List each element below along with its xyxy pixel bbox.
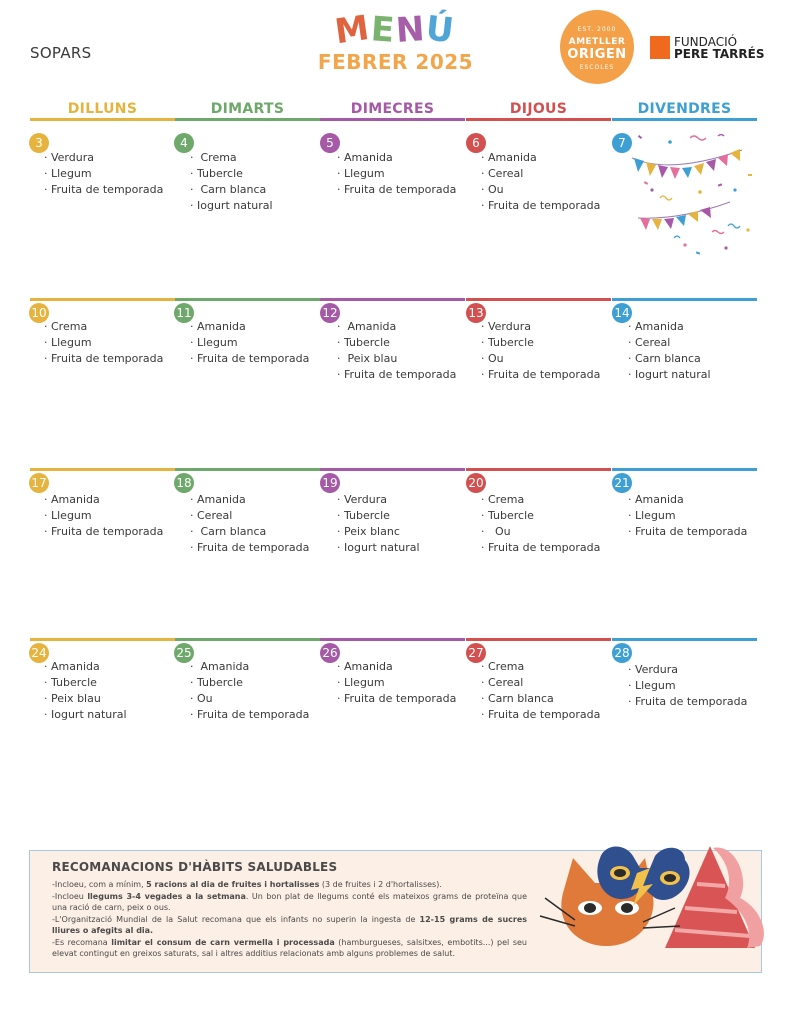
logo-est: EST. 2000: [577, 26, 617, 33]
day-menu: [190, 319, 309, 367]
menu-item: · Llegum: [44, 509, 92, 522]
day-header-divendres: DIVENDRES: [637, 101, 732, 117]
menu-item: · Fruita de temporada: [628, 695, 748, 708]
recommendations-text: [52, 879, 527, 960]
month-label: FEBRER 2025: [317, 50, 474, 74]
menu-item: · Fruita de temporada: [44, 352, 164, 365]
menu-item: · Amanida: [628, 320, 684, 333]
date-badge: 19: [320, 473, 340, 493]
menu-item: · Amanida: [337, 660, 393, 673]
divider: [175, 468, 320, 471]
ametller-origen-logo: [560, 10, 634, 84]
menu-item: · Amanida: [44, 660, 100, 673]
date-badge: 5: [320, 133, 340, 153]
date-badge: 6: [466, 133, 486, 153]
divider: [175, 298, 320, 301]
menu-item: · Amanida: [190, 320, 246, 333]
day-header-dilluns: DILLUNS: [67, 101, 138, 117]
menu-item: · Fruita de temporada: [44, 183, 164, 196]
day-header-dijous: DIJOUS: [509, 101, 568, 117]
divider: [612, 118, 757, 121]
date-badge: 10: [29, 303, 49, 323]
menu-item: · Crema: [481, 660, 525, 673]
menu-item: · Llegum: [44, 336, 92, 349]
menu-item: · Cereal: [190, 509, 233, 522]
menu-item: · Fruita de temporada: [337, 692, 457, 705]
menu-item: · Carn blanca: [190, 525, 267, 538]
menu-item: · Cereal: [481, 167, 524, 180]
divider: [30, 298, 175, 301]
divider: [320, 298, 465, 301]
day-menu: [481, 659, 600, 723]
menu-item: · Llegum: [628, 679, 676, 692]
menu-item: · Llegum: [628, 509, 676, 522]
date-badge: 24: [29, 643, 49, 663]
divider: [175, 638, 320, 641]
menu-item: · Iogurt natural: [337, 541, 420, 554]
menu-item: · Amanida: [481, 151, 537, 164]
day-header-dimecres: DIMECRES: [350, 101, 435, 117]
menu-item: · Fruita de temporada: [190, 352, 310, 365]
logo-line1: FUNDACIÓ: [674, 35, 738, 49]
menu-item: · Fruita de temporada: [628, 525, 748, 538]
carnival-masks-illustration: [525, 838, 765, 968]
recommendation-3: -L'Organització Mundial de la Salut recomana que els infants no superin la ingesta de 12-15 grams de sucres lliures o afegits al dia.: [52, 914, 528, 935]
recommendation-4: -Es recomana limitar el consum de carn vermella i processada (hamburgueses, salsitxes, embotits...) pel seu elevat contingut en greixos saturats, sal i altres additius relacionats amb alguns problemes de salut.: [52, 937, 527, 958]
menu-item: · Amanida: [628, 493, 684, 506]
date-badge: 4: [174, 133, 194, 153]
date-badge: 18: [174, 473, 194, 493]
menu-item: · Verdura: [44, 151, 94, 164]
menu-item: · Crema: [481, 493, 525, 506]
menu-item: · Verdura: [337, 493, 387, 506]
menu-item: · Carn blanca: [190, 183, 267, 196]
date-badge: 26: [320, 643, 340, 663]
menu-item: · Amanida: [337, 320, 397, 333]
divider: [466, 298, 611, 301]
divider: [320, 118, 465, 121]
day-menu: [44, 659, 127, 723]
menu-item: · Ou: [190, 692, 213, 705]
day-menu: [337, 319, 456, 383]
recommendation-1: -Incloeu, com a mínim, 5 racions al dia de fruites i hortalisses (3 de fruites i 2 d'hortalisses).: [52, 880, 442, 889]
menu-item: · Tubercle: [44, 676, 97, 689]
day-menu: [190, 659, 309, 723]
date-badge: 28: [612, 643, 632, 663]
menu-item: · Tubercle: [190, 676, 243, 689]
day-menu: [44, 319, 163, 367]
day-menu: [481, 319, 600, 383]
day-menu: [190, 150, 273, 214]
menu-item: · Iogurt natural: [628, 368, 711, 381]
title-letter: Ú: [424, 8, 459, 52]
menu-item: · Fruita de temporada: [337, 183, 457, 196]
menu-item: · Ou: [481, 352, 504, 365]
logo-line3: ESCOLES: [579, 64, 615, 71]
divider: [612, 638, 757, 641]
logo-line2: PERE TARRÉS: [674, 47, 765, 61]
menu-item: · Peix blau: [337, 352, 398, 365]
menu-item: · Amanida: [337, 151, 393, 164]
date-badge: 7: [612, 133, 632, 153]
menu-item: · Fruita de temporada: [337, 368, 457, 381]
menu-item: · Fruita de temporada: [44, 525, 164, 538]
menu-item: · Fruita de temporada: [481, 708, 601, 721]
day-menu: [628, 662, 747, 710]
party-bunting-illustration: [630, 130, 760, 260]
menu-item: · Iogurt natural: [44, 708, 127, 721]
divider: [175, 118, 320, 121]
menu-item: · Llegum: [337, 167, 385, 180]
menu-item: · Peix blau: [44, 692, 101, 705]
date-badge: 17: [29, 473, 49, 493]
date-badge: 13: [466, 303, 486, 323]
title-letter: M: [332, 7, 374, 53]
date-badge: 11: [174, 303, 194, 323]
day-menu: [44, 150, 163, 198]
date-badge: 12: [320, 303, 340, 323]
menu-item: · Tubercle: [481, 509, 534, 522]
menu-item: · Tubercle: [337, 336, 390, 349]
divider: [30, 118, 175, 121]
day-menu: [44, 492, 163, 540]
divider: [30, 638, 175, 641]
menu-item: · Llegum: [190, 336, 238, 349]
day-menu: [628, 492, 747, 540]
day-menu: [481, 492, 600, 556]
menu-item: · Fruita de temporada: [481, 541, 601, 554]
date-badge: 25: [174, 643, 194, 663]
menu-item: · Carn blanca: [628, 352, 701, 365]
menu-item: · Fruita de temporada: [481, 368, 601, 381]
recommendation-2: -Incloeu llegums 3-4 vegades a la setmana. Un bon plat de llegums conté els mateixos grams de proteïna que una ració de carn, peix o ous.: [52, 891, 527, 912]
menu-item: · Amanida: [190, 660, 250, 673]
date-badge: 20: [466, 473, 486, 493]
logo-line1: AMETLLER: [568, 37, 626, 47]
menu-item: · Peix blanc: [337, 525, 400, 538]
day-menu: [337, 150, 456, 198]
menu-item: · Llegum: [44, 167, 92, 180]
menu-item: · Cereal: [628, 336, 671, 349]
recommendations-title: RECOMANACIONS D'HÀBITS SALUDABLES: [52, 860, 338, 874]
menu-item: · Crema: [190, 151, 237, 164]
menu-item: · Iogurt natural: [190, 199, 273, 212]
menu-item: · Ou: [481, 183, 504, 196]
menu-item: · Fruita de temporada: [190, 708, 310, 721]
menu-item: · Fruita de temporada: [481, 199, 601, 212]
date-badge: 27: [466, 643, 486, 663]
divider: [466, 468, 611, 471]
day-menu: [628, 319, 711, 383]
menu-item: · Tubercle: [481, 336, 534, 349]
divider: [466, 118, 611, 121]
section-label: SOPARS: [30, 44, 92, 62]
menu-item: · Amanida: [190, 493, 246, 506]
day-menu: [337, 492, 420, 556]
divider: [320, 638, 465, 641]
day-menu: [337, 659, 456, 707]
logo-line2: ORIGEN: [567, 47, 627, 62]
divider: [612, 298, 757, 301]
menu-item: · Tubercle: [337, 509, 390, 522]
menu-item: · Crema: [44, 320, 88, 333]
logo-square: [650, 36, 670, 59]
menu-item: · Fruita de temporada: [190, 541, 310, 554]
menu-item: · Verdura: [628, 663, 678, 676]
menu-item: · Ou: [481, 525, 511, 538]
fundacio-pere-tarres-logo: [650, 35, 770, 61]
day-menu: [481, 150, 600, 214]
day-menu: [190, 492, 309, 556]
date-badge: 3: [29, 133, 49, 153]
menu-item: · Tubercle: [190, 167, 243, 180]
menu-item: · Llegum: [337, 676, 385, 689]
menu-item: · Cereal: [481, 676, 524, 689]
date-badge: 14: [612, 303, 632, 323]
menu-item: · Carn blanca: [481, 692, 554, 705]
divider: [320, 468, 465, 471]
title-letter: E: [369, 9, 398, 51]
day-header-dimarts: DIMARTS: [210, 101, 285, 117]
menu-item: · Amanida: [44, 493, 100, 506]
menu-item: · Verdura: [481, 320, 531, 333]
divider: [466, 638, 611, 641]
divider: [612, 468, 757, 471]
divider: [30, 468, 175, 471]
title-letter: N: [394, 8, 428, 52]
date-badge: 21: [612, 473, 632, 493]
